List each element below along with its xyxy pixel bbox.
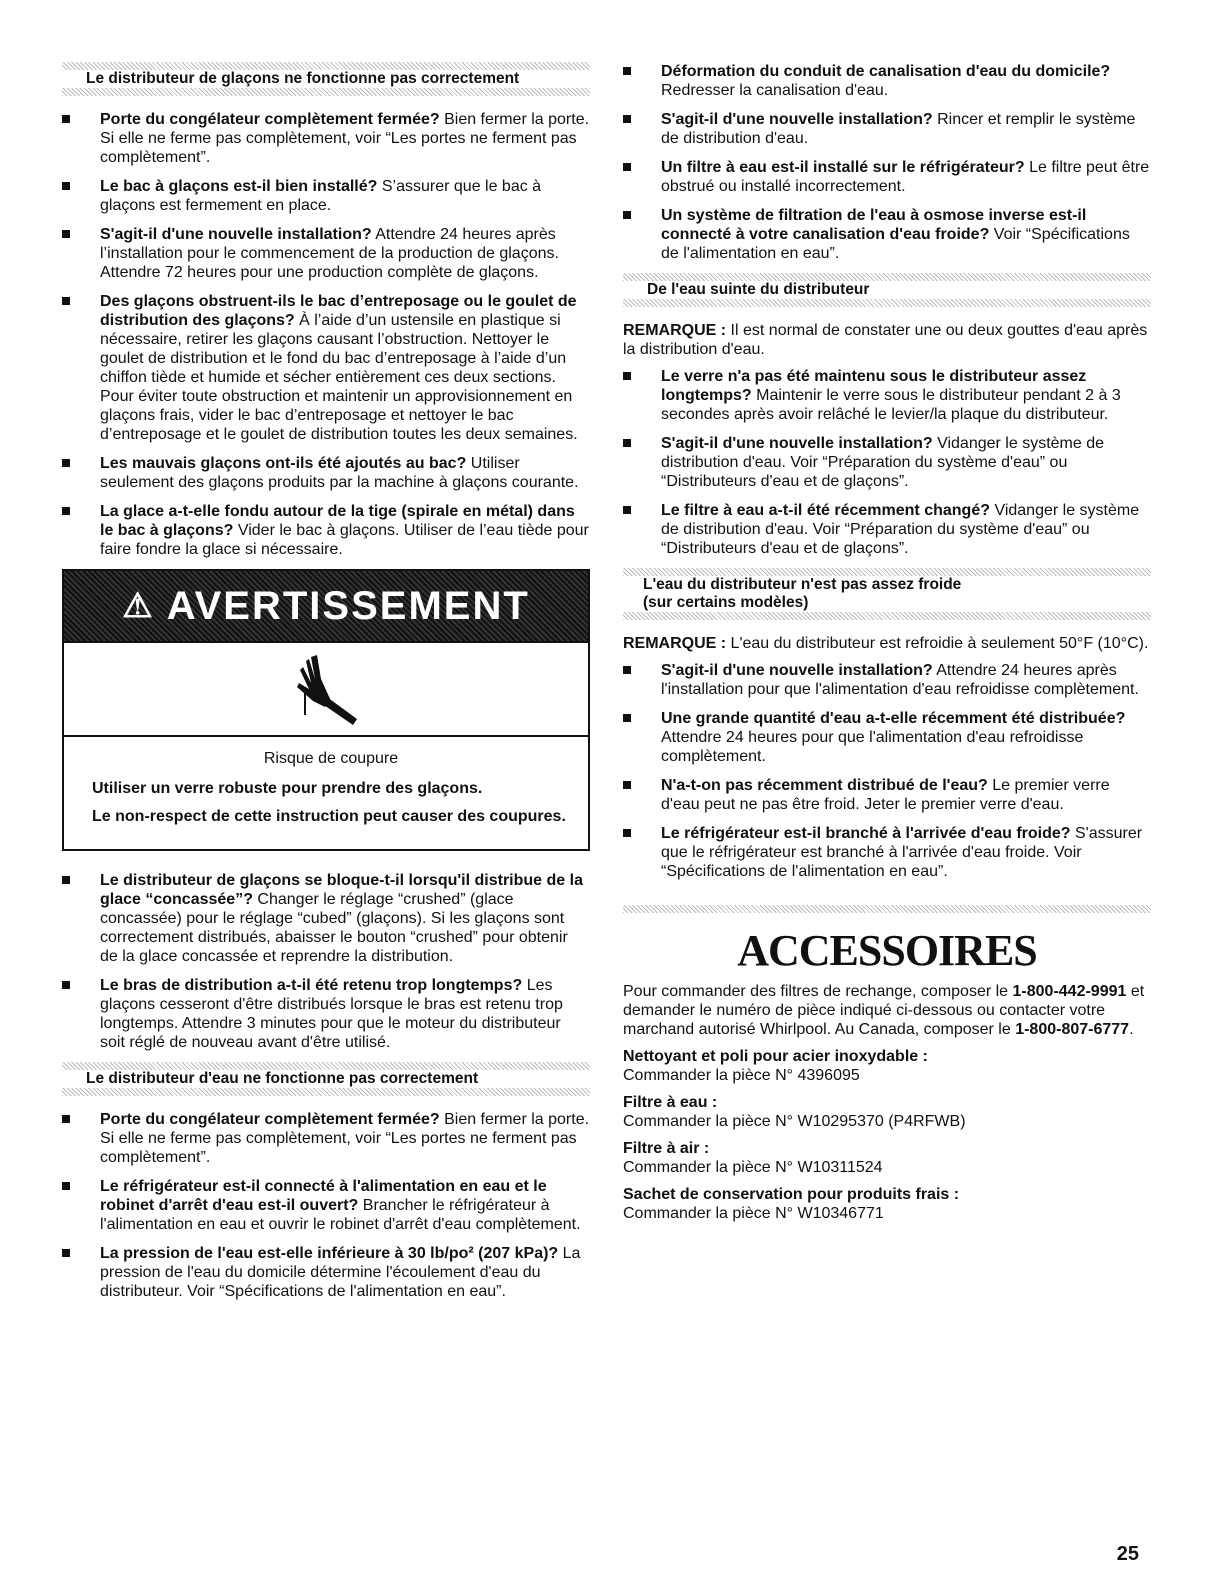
bullet-icon [62, 182, 70, 190]
water-leak-list [623, 367, 1151, 558]
list-item: Un système de filtration de l'eau à osmose inverse est-il connecté à votre canalisation d'eau froide? Voir “Spécifications de l'alimentation en eau”. [623, 206, 1151, 263]
bullet-icon [62, 459, 70, 467]
list-item: S'agit-il d'une nouvelle installation? Vidanger le système de distribution d'eau. Voir “Préparation du système d'eau” ou “Distributeurs d'eau et de glaçons”. [623, 434, 1151, 491]
list-item: Les mauvais glaçons ont-ils été ajoutés au bac? Utiliser seulement des glaçons produits par la machine à glaçons courante. [62, 454, 590, 492]
part-entry [623, 1093, 1151, 1131]
list-item: La glace a-t-elle fondu autour de la tige (spirale en métal) dans le bac à glaçons? Vider le bac à glaçons. Utiliser de l’eau tiède pour faire fondre la glace si nécessaire. [62, 502, 590, 559]
bullet-icon [623, 163, 631, 171]
list-item: N'a-t-on pas récemment distribué de l'eau? Le premier verre d'eau peut ne pas être froid. Jeter le premier verre d'eau. [623, 776, 1151, 814]
bullet-icon [62, 115, 70, 123]
cut-hazard-icon-area [64, 643, 588, 737]
note: REMARQUE : L'eau du distributeur est refroidie à seulement 50°F (10°C). [623, 635, 1149, 652]
divider [623, 905, 1151, 913]
warning-text [64, 737, 588, 849]
list-item: Le réfrigérateur est-il connecté à l'alimentation en eau et le robinet d'arrêt d'eau est-il ouvert? Brancher le réfrigérateur à l'alimentation en eau et ouvrir le robinet d'arrêt d'eau complètement. [62, 1177, 590, 1234]
part-entry [623, 1185, 1151, 1223]
list-item: Le distributeur de glaçons se bloque-t-il lorsqu'il distribue de la glace “concassée”? Changer le réglage “crushed” (glace concassée) pour le réglage “cubed” (glaçons). Si les glaçons sont correctement distribués, abaisser le bouton “crushed” pour obtenir de la glace concassée et reprendre la distribution. [62, 871, 590, 966]
bullet-icon [62, 1249, 70, 1257]
list-item: S'agit-il d'une nouvelle installation? Attendre 24 heures après l’installation pour le commencement de la production de glaçons. Attendre 72 heures pour une production complète de glaçons. [62, 225, 590, 282]
list-item: Le bras de distribution a-t-il été retenu trop longtemps? Les glaçons cesseront d'être distribués lorsque le bras est retenu trop longtemps. Attendre 3 minutes pour que le moteur du distributeur soit réglé de nouveau avant d'être utilisé. [62, 976, 590, 1052]
part-label: Sachet de conservation pour produits frais : [623, 1186, 960, 1203]
warning-banner [64, 571, 588, 643]
part-entry [623, 1047, 1151, 1085]
list-item: Des glaçons obstruent-ils le bac d’entreposage ou le goulet de distribution des glaçons? À l’aide d’un ustensile en plastique si nécessaire, retirer les glaçons causant l’obstruction. Nettoyer le goulet de distribution et le fond du bac d’entreposage à l’aide d’un chiffon tiède et humide et sécher entièrement ces deux sections. Pour éviter toute obstruction et maintenir un approvisionnement en glaçons frais, vider le bac d’entreposage et nettoyer le bac d’entreposage et le goulet de distribution toutes les deux semaines. [62, 292, 590, 444]
part-number: Commander la pièce N° 4396095 [623, 1067, 860, 1084]
water-not-cold-list [623, 661, 1151, 881]
bullet-icon [623, 829, 631, 837]
bullet-icon [62, 1115, 70, 1123]
bullet-icon [623, 115, 631, 123]
bullet-icon [62, 981, 70, 989]
section-heading-water-leak: De l'eau suinte du distributeur [623, 273, 1151, 307]
section-heading-water-not-cold [623, 568, 1151, 620]
right-column [623, 62, 1151, 1231]
part-entry [623, 1139, 1151, 1177]
part-label: Filtre à air : [623, 1140, 710, 1157]
bullet-icon [62, 297, 70, 305]
section-heading-ice-dispenser: Le distributeur de glaçons ne fonctionne pas correctement [62, 62, 590, 96]
water-dispenser-list-continued [623, 62, 1151, 263]
list-item: Le réfrigérateur est-il branché à l'arrivée d'eau froide? S'assurer que le réfrigérateur est branché à l'arrivée d'eau froide. Voir “Spécifications de l'alimentation en eau”. [623, 824, 1151, 881]
accessories-section [623, 925, 1151, 1223]
bullet-icon [62, 1182, 70, 1190]
list-item: Porte du congélateur complètement fermée? Bien fermer la porte. Si elle ne ferme pas complètement, voir “Les portes ne ferment pas complètement”. [62, 110, 590, 167]
warning-box [62, 569, 590, 851]
part-number: Commander la pièce N° W10295370 (P4RFWB) [623, 1113, 966, 1130]
list-item: Porte du congélateur complètement fermée? Bien fermer la porte. Si elle ne ferme pas complètement, voir “Les portes ne ferment pas complètement”. [62, 1110, 590, 1167]
list-item: Une grande quantité d'eau a-t-elle récemment été distribuée? Attendre 24 heures pour que l'alimentation d'eau refroidisse complètement. [623, 709, 1151, 766]
heading-line: (sur certains modèles) [643, 594, 809, 611]
list-item: Un filtre à eau est-il installé sur le réfrigérateur? Le filtre peut être obstrué ou installé incorrectement. [623, 158, 1151, 196]
hazard-title: Risque de coupure [263, 750, 399, 767]
accessories-intro: Pour commander des filtres de rechange, composer le 1-800-442-9991 et demander le numéro de pièce indiqué ci-dessous ou contacter votre marchand autorisé Whirlpool. Au Canada, composer le 1-800-807-6777. [623, 983, 1145, 1038]
part-label: Nettoyant et poli pour acier inoxydable : [623, 1048, 928, 1065]
bullet-icon [623, 372, 631, 380]
list-item: S'agit-il d'une nouvelle installation? Attendre 24 heures après l'installation pour que l'alimentation d'eau refroidisse complètement. [623, 661, 1151, 699]
warning-banner-label: AVERTISSEMENT [166, 583, 530, 628]
bullet-icon [623, 666, 631, 674]
water-dispenser-list [62, 1110, 590, 1301]
page-number: 25 [1116, 1543, 1139, 1565]
cut-hand-icon [291, 649, 361, 729]
bullet-icon [623, 67, 631, 75]
part-label: Filtre à eau : [623, 1094, 718, 1111]
list-item: Le filtre à eau a-t-il été récemment changé? Vidanger le système de distribution d'eau. Voir “Préparation du système d'eau” ou “Distributeurs d'eau et de glaçons”. [623, 501, 1151, 558]
list-item: S'agit-il d'une nouvelle installation? Rincer et remplir le système de distribution d'eau. [623, 110, 1151, 148]
ice-dispenser-list [62, 110, 590, 559]
list-item: Le verre n'a pas été maintenu sous le distributeur assez longtemps? Maintenir le verre sous le distributeur pendant 2 à 3 secondes après avoir relâché le levier/la plaque du distributeur. [623, 367, 1151, 424]
bullet-icon [623, 439, 631, 447]
warning-triangle-icon: ⚠ [122, 587, 155, 625]
bullet-icon [62, 876, 70, 884]
note: REMARQUE : Il est normal de constater une ou deux gouttes d'eau après la distribution d'eau. [623, 322, 1148, 358]
bullet-icon [623, 714, 631, 722]
part-number: Commander la pièce N° W10346771 [623, 1205, 884, 1222]
left-column [62, 62, 590, 1311]
list-item: Déformation du conduit de canalisation d'eau du domicile? Redresser la canalisation d'eau. [623, 62, 1151, 100]
ice-dispenser-list-continued [62, 871, 590, 1052]
warning-consequence: Le non-respect de cette instruction peut causer des coupures. [92, 808, 566, 825]
bullet-icon [62, 230, 70, 238]
accessories-title: ACCESSOIRES [737, 926, 1037, 975]
list-item: La pression de l'eau est-elle inférieure à 30 lb/po² (207 kPa)? La pression de l'eau du domicile détermine l'écoulement d'eau du distributeur. Voir “Spécifications de l'alimentation en eau”. [62, 1244, 590, 1301]
bullet-icon [623, 506, 631, 514]
section-heading-water-dispenser: Le distributeur d'eau ne fonctionne pas correctement [62, 1062, 590, 1096]
heading-line: L'eau du distributeur n'est pas assez froide [643, 576, 962, 593]
warning-instruction: Utiliser un verre robuste pour prendre des glaçons. [92, 780, 483, 797]
phone-number: 1-800-442-9991 [1012, 983, 1127, 1000]
part-number: Commander la pièce N° W10311524 [623, 1159, 883, 1176]
bullet-icon [623, 781, 631, 789]
list-item: Le bac à glaçons est-il bien installé? S’assurer que le bac à glaçons est fermement en place. [62, 177, 590, 215]
bullet-icon [62, 507, 70, 515]
phone-number: 1-800-807-6777 [1015, 1021, 1130, 1038]
bullet-icon [623, 211, 631, 219]
